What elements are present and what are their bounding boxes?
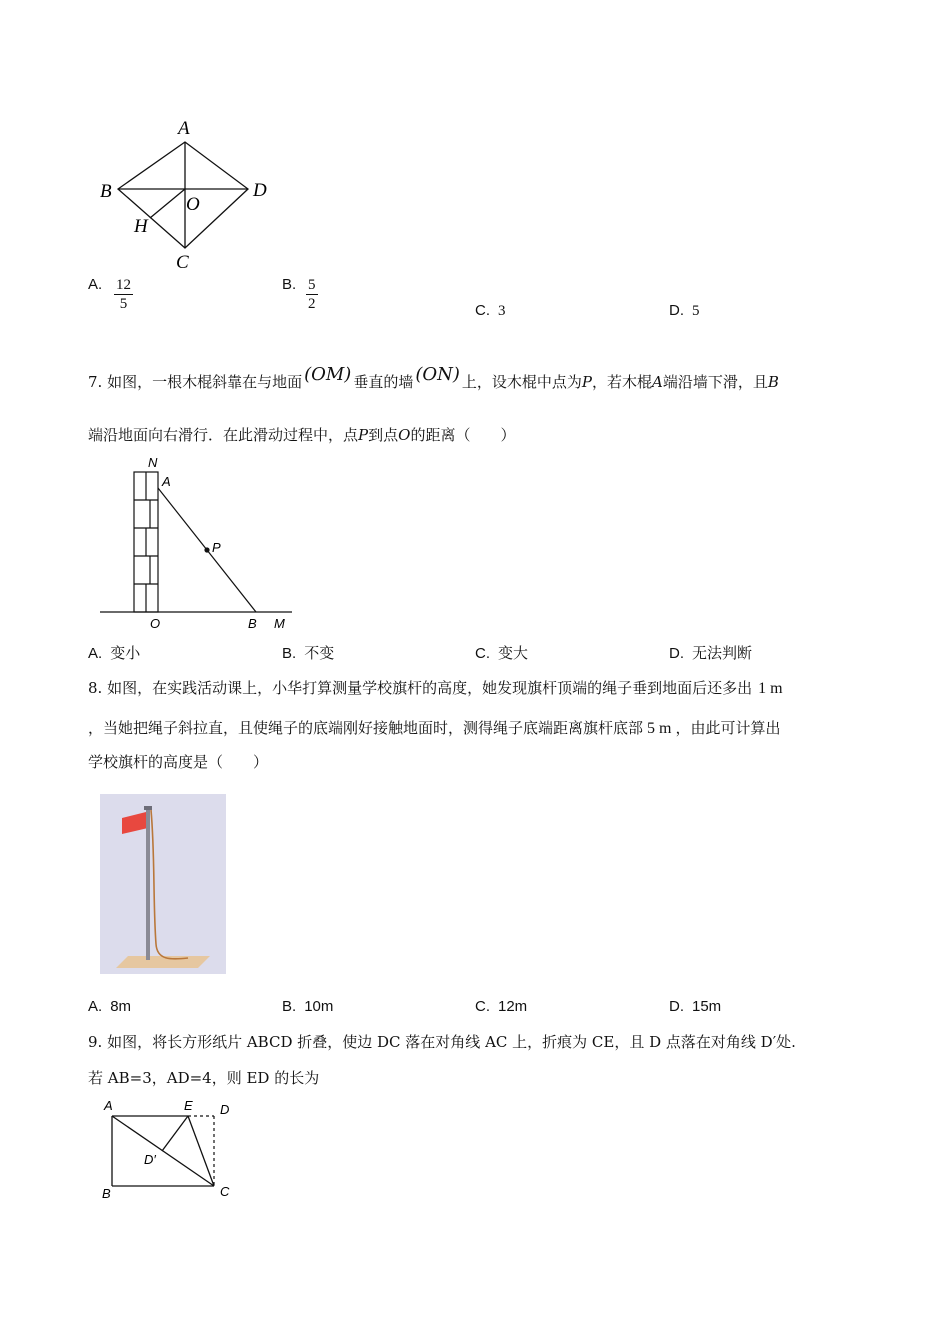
label-o: O: [150, 616, 161, 631]
label-d: D: [220, 1102, 230, 1117]
q8-option-c[interactable]: C. 12m: [475, 998, 528, 1015]
flagpole-figure: [100, 794, 226, 974]
q8-option-a[interactable]: A. 8m: [88, 998, 132, 1015]
label-d-prime: D′: [144, 1152, 156, 1167]
q6-option-a[interactable]: A. $\frac{12}{5}$: [88, 276, 131, 312]
label-d: D: [253, 180, 267, 201]
label-o: O: [186, 194, 200, 215]
label-h: H: [134, 216, 148, 237]
q8-line3: 学校旗杆的高度是（ ）: [88, 753, 269, 771]
q8-value-5m: 5 m: [647, 720, 672, 737]
wall-stick-figure: [96, 452, 306, 634]
folded-rectangle-figure: [96, 1096, 246, 1206]
q6-option-c[interactable]: C. 3: [475, 302, 506, 319]
fraction-12-5: $\frac{12}{5}$: [116, 277, 131, 312]
q8-value-1m: 1 m: [758, 680, 783, 697]
q6-option-b[interactable]: B. $\frac{5}{2}$: [282, 276, 316, 312]
om-notation: (OM): [304, 364, 352, 385]
q6-option-d[interactable]: D. 5: [669, 302, 700, 319]
q8-line2: ，当她把绳子斜拉直，且使绳子的底端刚好接触地面时，测得绳子底端距离旗杆底部 5 m ，由此可计算出: [88, 719, 781, 737]
label-b: B: [102, 1186, 111, 1201]
q8-option-d[interactable]: D. 15m: [669, 998, 722, 1015]
label-c: C: [176, 252, 189, 272]
fraction-5-2: $\frac{5}{2}$: [308, 277, 316, 312]
q9-line2: 若 AB=3，AD=4，则 ED 的长为: [88, 1069, 320, 1087]
label-c: C: [220, 1184, 230, 1199]
on-notation: (ON): [415, 364, 460, 385]
label-p: P: [212, 540, 221, 555]
label-a: A: [178, 118, 190, 139]
label-b: B: [248, 616, 257, 631]
q8-option-b[interactable]: B. 10m: [282, 998, 334, 1015]
label-e: E: [184, 1098, 193, 1113]
label-a: A: [104, 1098, 113, 1113]
label-a: A: [162, 474, 171, 489]
label-b: B: [100, 181, 112, 202]
rhombus-figure: [90, 112, 290, 272]
q7-line1: 7. 如图，一根木棍斜靠在与地面 (OM) 垂直的墙 (ON) 上，设木棍中点为P，若木棍A端沿墙下滑，且B: [88, 364, 779, 391]
q9-line1: 9. 如图，将长方形纸片 ABCD 折叠，使边 DC 落在对角线 AC 上，折痕为 CE，且 D 点落在对角线 D′处.: [88, 1033, 796, 1051]
label-n: N: [148, 455, 158, 470]
q7-option-d[interactable]: D. 无法判断: [669, 644, 753, 662]
label-m: M: [274, 616, 285, 631]
q7-line2: 端沿地面向右滑行．在此滑动过程中，点P到点O的距离（ ）: [88, 426, 516, 444]
q7-option-b[interactable]: B. 不变: [282, 644, 335, 662]
q7-option-a[interactable]: A. 变小: [88, 644, 141, 662]
q8-line1: 8. 如图，在实践活动课上，小华打算测量学校旗杆的高度，她发现旗杆顶端的绳子垂到地面后还多出 1 m: [88, 679, 783, 697]
q7-option-c[interactable]: C. 变大: [475, 644, 529, 662]
